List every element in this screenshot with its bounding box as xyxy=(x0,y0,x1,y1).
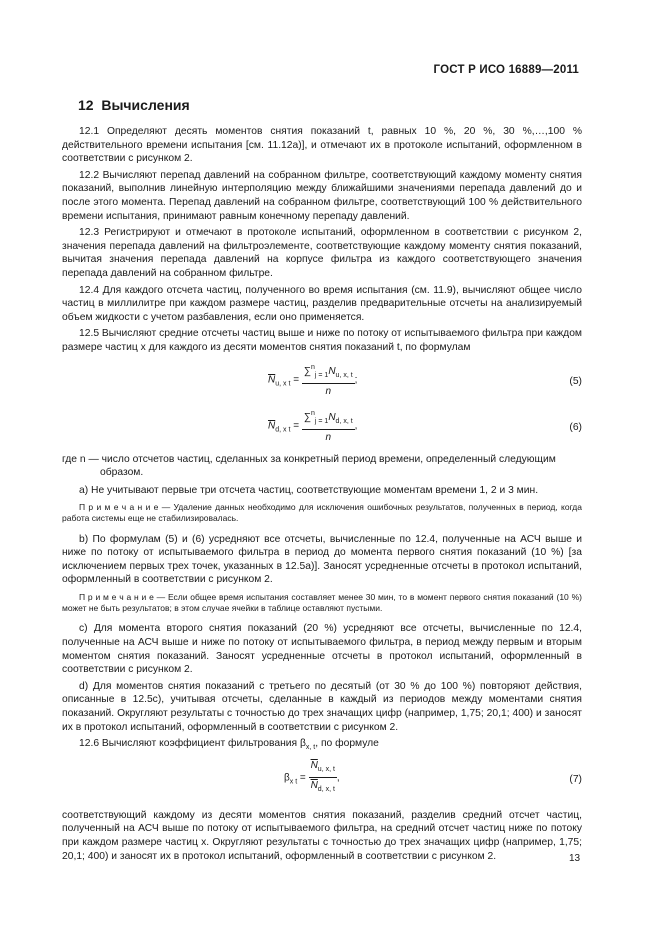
document-code: ГОСТ Р ИСО 16889—2011 xyxy=(433,64,579,76)
where-definition: где n — число отсчетов частиц, сделанных за конкретный период времени, определенный следующим xyxy=(62,453,556,465)
item-a: a) Не учитывают первые три отсчета частиц, соответствующие моментам времени 1, 2 и 3 мин. xyxy=(79,484,539,496)
beta-inline: $\beta_{x, t}$ xyxy=(299,738,316,752)
paragraph-12-1: 12.1 Определяют десять моментов снятия показаний t, равных 10 %, 20 %, 30 %,…,100 % действительного времени испытания [см. 11.12а)], и отмечают их в протоколе испытаний, оформленном в соответствии с рисунком 2. xyxy=(62,126,582,165)
formula-6: $\overline{N}_{d, x t}$ = $\frac{\sum^n_{j = 1}N_{d, x, t}}{n}$ , (6) xyxy=(62,407,582,453)
page-number: 13 xyxy=(569,853,581,864)
where-definition-tail: образом. xyxy=(100,467,144,479)
section-heading xyxy=(78,97,190,113)
body-text xyxy=(62,125,582,863)
section-title: Вычисления xyxy=(101,97,190,113)
formula-7: $\beta_{x t}$ = $\frac{\overline{N}_{u, x, t}}{\overline{N}_{d, x, t}}$ , (7) xyxy=(284,759,582,794)
paragraph-final: соответствующий каждому из десяти моментов снятия показаний, разделив средний отсчет частиц, полученный на АСЧ выше по потоку от испытываемого фильтра, на средний отсчет частиц ниже по потоку при каждом размере частиц x. Округляют результаты с точностью до трех значащих цифр (например, 1,75; 20,1; 400) и заносят их в протокол испытаний, оформленный в соответствии с рисунком 2. xyxy=(62,809,582,862)
equation-number-7: (7) xyxy=(569,773,582,785)
formula-5-lhs: $\overline{N}$ xyxy=(268,374,276,386)
item-b: b) По формулам (5) и (6) усредняют все отсчеты, вычисленные по 12.4, полученные на АСЧ выше и ниже по потоку от испытываемого фильтра в период до момента первого снятия показаний (10 %) [за исключением первых трех точек, указанных в 12.5а)]. Заносят усредненные отсчеты в протокол испытаний, оформленный в соответствии с рисунком 2. xyxy=(62,533,582,586)
paragraph-12-3: 12.3 Регистрируют и отмечают в протоколе испытаний, оформленном в соответствии с рисунком 2, значения перепада давлений на фильтроэлементе, соответствующие каждому моменту снятия показаний, вычитая значения перепада давлений на корпусе фильтра из каждого соответствующего значения перепада давлений на собранном фильтре. xyxy=(62,227,582,279)
formula-7-lhs: β xyxy=(284,772,290,784)
note-1: П р и м е ч а н и е — Удаление данных необходимо для исключения ошибочных результатов, полученных в период, когда работа системы еще не стабилизировалась. xyxy=(62,502,582,524)
paragraph-12-2: 12.2 Вычисляют перепад давлений на собранном фильтре, соответствующий каждому моменту снятия показаний, выполнив линейную интерполяцию между ближайшими значениями перепада давлений до и после этого момента. Перепад давлений на собранном фильтре, соответствующий 100 % действительного времени испытания, принимают равным конечному перепаду давлений. xyxy=(62,169,582,222)
equation-number-6: (6) xyxy=(569,421,582,433)
paragraph-12-5: 12.5 Вычисляют средние отсчеты частиц выше и ниже по потоку от испытываемого фильтра при каждом размере частиц x для каждого из десяти моментов снятия показаний t, по формулам xyxy=(62,328,582,353)
paragraph-12-4: 12.4 Для каждого отсчета частиц, полученного во время испытания (см. 11.9), вычисляют общее число частиц в миллилитре при каждом размере частиц, разделив предварительные отсчеты на анализируемый объем жидкости с учетом разбавления, если оно применяется. xyxy=(62,284,582,323)
note-2: П р и м е ч а н и е — Если общее время испытания составляет менее 30 мин, то в момент первого снятия показаний (10 %) может не быть результатов; в этом случае ячейки в таблице оставляют пустыми. xyxy=(62,592,582,614)
paragraph-12-6: 12.6 Вычисляют коэффициент фильтрования $\beta_{x, t}$, по формуле xyxy=(79,738,379,752)
formula-5: $\overline{N}_{u, x t}$ = $\frac{\sum^n_{j = 1}N_{u, x, t}}{n}$ ; (5) xyxy=(62,361,582,407)
formula-6-lhs: $\overline{N}$ xyxy=(268,420,276,432)
item-c: c) Для момента второго снятия показаний (20 %) усредняют все отсчеты, вычисленные по 12.4, полученные на АСЧ выше и ниже по потоку от испытываемого фильтра, в период между первым и вторым моментом снятия показаний. Заносят усредненные отсчеты в протокол испытаний, оформленный в соответствии с рисунком 2. xyxy=(62,623,582,676)
item-d: d) Для моментов снятия показаний с третьего по десятый (от 30 % до 100 %) повторяют действия, описанные в 12.5с), учитывая отсчеты, сделанные в каждый из периодов между моментами снятия показаний. Округляют результаты с точностью до трех значащих цифр (например, 1,75; 20,1; 400) и заносят их в протокол испытаний, оформленный в соответствии с рисунком 2. xyxy=(62,680,582,733)
section-number: 12 xyxy=(78,97,94,113)
equation-number-5: (5) xyxy=(569,375,582,387)
